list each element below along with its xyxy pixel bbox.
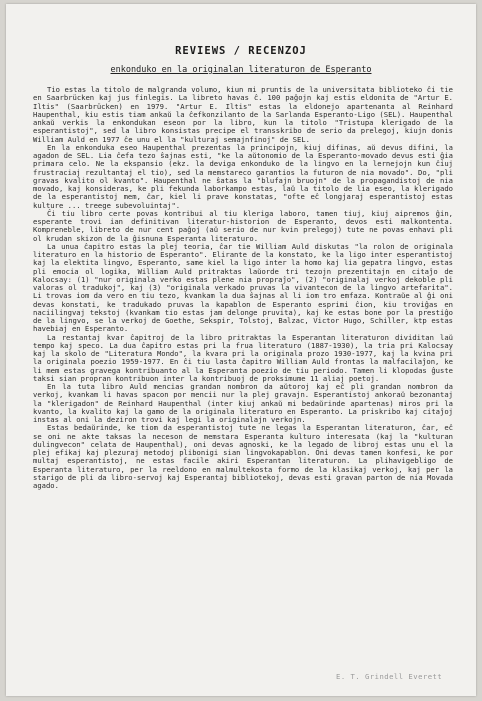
document-body	[33, 86, 453, 490]
paragraph-6: En la tuta libro Auld mencias grandan nombron da aŭtoroj kaj eĉ pli grandan nombron da verkoj, kvankam li havas spacon por mencii nur la plej gravajn. Esperantistoj ankoraŭ bezonantaj la "klerigadon" de Reinhard Haupenthal (inter kiuj ankaŭ mi bedaŭrinde apartenas) miros pri la kvanto, la kvalito kaj la gamo de la originala literaturo en Esperanto. La priskribo kaj citaĵoj instas al oni la deziron trovi kaj legi la originalajn verkojn.	[33, 382, 453, 424]
paragraph-3: Ĉi tiu libro certe povas kontribui al tiu kleriga laboro, tamen tiuj, kiuj aipremos ĝin, esperante trovi ian definitivan literatur-historion de Esperanto, devos esti malkontenta. Kompreneble, libreto de nur cent paĝoj (aŭ serio de nur kvin prelegoj) tute ne povas enhavi pli ol krudan skizon de la ĝisnuna Esperanta literaturo.	[33, 208, 453, 243]
paragraph-7: Estas bedaŭrinde, ke tiom da esperantistoj tute ne legas la Esperantan literaturon, ĉar, eĉ se oni ne akte taksas la neceson de memstara Esperanta kulturo interesata (kaj la "kulturan dulingvecon" celata de Haupenthal), oni devas agnoski, ke la legado de libroj estas unu el la plej efikaj kaj plezuraj metodoj plibonigi sian lingvokapablon. Oni devas tamen konfesi, ke por multaj esperantistoj, ne estas facile akiri Esperantan literaturon. La plihavigebligo de Esperanta literaturo, per la reeldono en malmultekosta formo de la klasikaj verkoj, kaj per la starigo de pli da libro-servoj kaj Esperantaj bibliotekoj, devas esti gravan parton de nia Movada agado.	[33, 423, 453, 490]
paragraph-5: La restantaj kvar ĉapitroj de la libro pritraktas la Esperantan literaturon dividitan laŭ tempo kaj speco. La dua ĉapitro estas pri la frua literaturo (1887-1930), la tria pri Kalocsay kaj la skolo de "Literatura Mondo", la kvara pri la originala prozo 1930-1977, kaj la kvina pri la originala poezio 1959-1977. En ĉi tiu lasta ĉapitro William Auld frontas la malfacilaĵon, ke li mem estas gravega kontribuanto al la Esperanta poezio de tiu periodo. Tamen li klopodas ĝuste taksi sian propran kontribuon inter la kontribuoj de proksimume 11 aliaj poetoj.	[33, 332, 453, 383]
author-signature: E. T. Grindell Everett	[336, 672, 443, 681]
paragraph-1: Tio estas la titolo de malgranda volumo, kiun mi pruntis de la universitata biblioteko ĉi tie en Saarbrücken kaj jus finlegis. La libreto havas ĉ. 100 paĝojn kaj estis eldonita de "Artur E. Iltis" (Saarbrücken) en 1979. "Artur E. Iltis" estas la eldonejo apartenanta al Reinhard Haupenthal, kiu estis tiam ankaŭ la ĉefkonzilanto de la Sarlanda Esperanto-Ligo (SEL). Haupenthal ankaŭ verkis la enkondukan eseon por la libro, kun la titolo "Tristupa klerigado de la esperantistoj", sed la libro konsistas precipe el transskribo de serio da prelegoj, kiujn donis William Auld en 1977 ĉe unu el la "kulturaj semajnfinoj" de SEL.	[33, 85, 453, 144]
paragraph-4: La unua ĉapitro estas la plej teoria, ĉar tie William Auld diskutas "la rolon de originala literaturo en la historio de Esperanto". Elirante de la konstato, ke la ligo inter esperantistoj kaj la elektita lingvo, Esperanto, same kiel la ligo inter la homo kaj lia gepatra lingvo, estas pli emocia ol logika, William Auld pritraktas laŭorde tri tezojn prezentitajn en citaĵo de Kalocsay: (1) "nur originala verko estas plene nia propraĵo", (2) "originalaj verkoj dekoble pli valoras ol tradukoj", kaj (3) "originala verkado pruvas la vivantecon de la lingvo artefarita". Li trovas iom da vero en tiu tezo, kvankam la dua ŝajnas al li iom tro emfaza. Kontraŭe al ĝi oni devas konstati, ke tradukado pruvas la kapablon de Esperanto esprimi ĉion, kiu troviĝas en naciilingvaj tekstoj (kvankam tio estas jam delonge pruvita), kaj ke estas bone por la prestiĝo de la lingvo, se la verkoj de Goethe, Sekspir, Tolstoj, Balzac, Victor Hugo, Schiller, ktp estas havebiaj en Esperanto.	[33, 241, 453, 334]
document-subtitle: enkonduko en la originalan literaturon de Esperanto	[110, 65, 372, 75]
page-title: REVIEWS / RECENZOJ	[175, 45, 307, 57]
paragraph-2: En la enkonduka eseo Haupenthal prezentas la principojn, kiuj difinas, aŭ devus difini, la agadon de SEL. Lia ĉefa tezo ŝajnas esti, "ke la aŭtonomio de la Esperanto-movado devus esti ĝia primara celo. Ne la ekspansio (ekz. la deviga enkonduko de la lingvo en la lernejojn kun ĉiuj frustraciaj rezultantaj el tio), sed la memstareco garantios la futuron de nia movado". Do, "pli gravas kvalito ol kvanto". Haupenthal ne ŝatas la "blufajn bruojn" de la propagandistoj de nia movado, kaj konsideras, ke pli fekunda laborkampo estas, laŭ la titolo de lia eseo, la klerigado de la esperantistoj mem, ĉar, kiel li prave konstatas, "ofte eĉ longjaraj esperantistoj estas kulture ... treege subevoluintaj".	[33, 142, 453, 210]
document-page	[6, 4, 476, 696]
